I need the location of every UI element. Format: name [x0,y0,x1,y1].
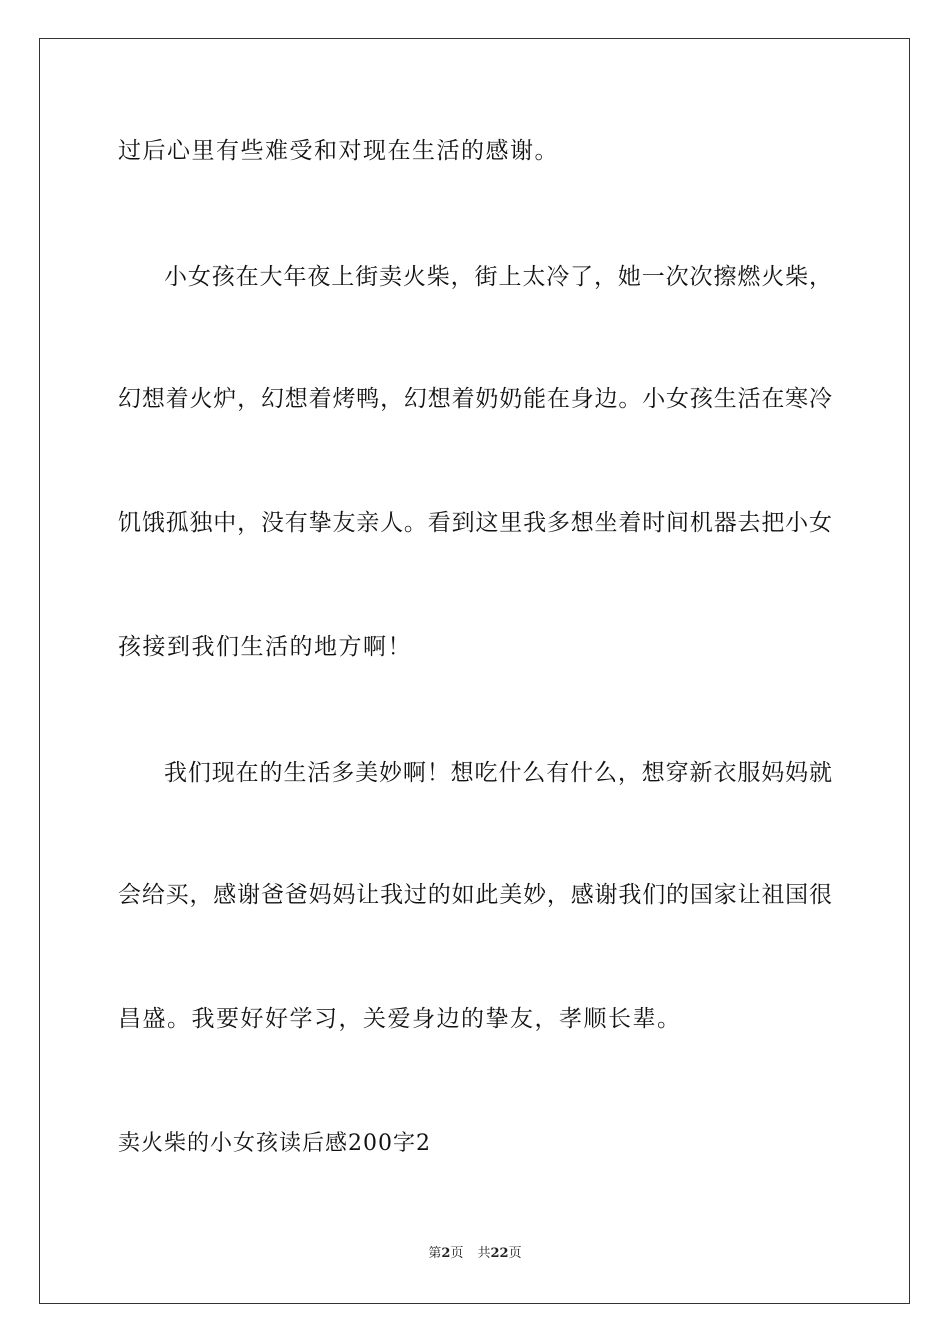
paragraph-line: 饥饿孤独中，没有挚友亲人。看到这里我多想坐着时间机器去把小女 [118,510,832,536]
footer-total-suffix: 页 [508,1246,522,1261]
paragraph-line: 孩接到我们生活的地方啊！ [118,634,412,660]
paragraph-line: 幻想着火炉，幻想着烤鸭，幻想着奶奶能在身边。小女孩生活在寒冷 [118,386,832,412]
page-frame [39,38,910,1304]
footer-page-number: 2 [441,1246,451,1261]
paragraph-line: 会给买，感谢爸爸妈妈让我过的如此美妙，感谢我们的国家让祖国很 [118,882,832,908]
paragraph-line: 小女孩在大年夜上街卖火柴，街上太冷了，她一次次擦燃火柴， [164,264,832,290]
paragraph-line: 我们现在的生活多美妙啊！想吃什么有什么，想穿新衣服妈妈就 [164,760,832,786]
footer-prefix: 第 [428,1246,442,1261]
footer-total-pages: 22 [490,1246,509,1261]
footer-total-prefix: 共 [477,1246,491,1261]
paragraph-line: 昌盛。我要好好学习，关爱身边的挚友，孝顺长辈。 [118,1006,682,1032]
footer-page-suffix: 页 [450,1246,464,1261]
section-heading: 卖火柴的小女孩读后感200字2 [118,1131,431,1156]
paragraph-line: 过后心里有些难受和对现在生活的感谢。 [118,138,559,164]
page-footer [0,1245,950,1263]
